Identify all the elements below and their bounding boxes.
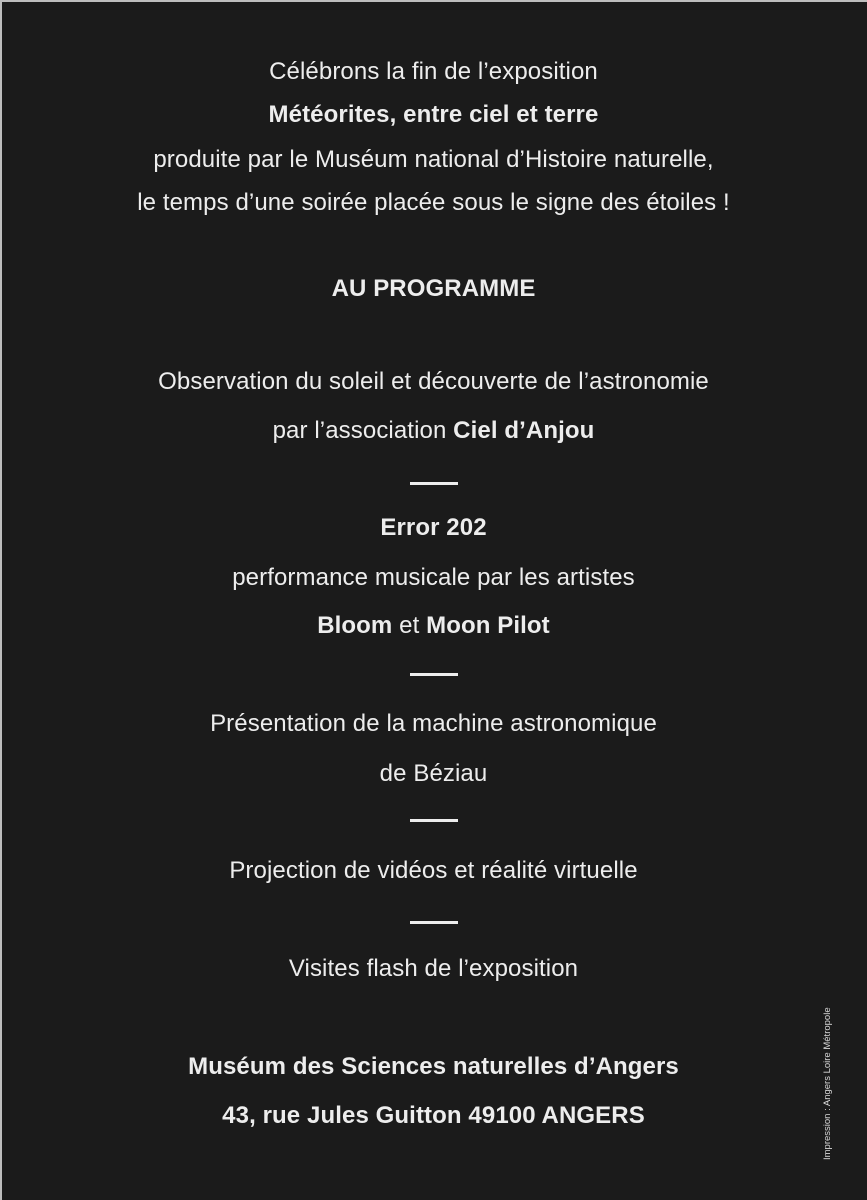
association-prefix: par l’association (272, 417, 454, 444)
program-item-association (0, 416, 867, 446)
artist-moon-pilot: Moon Pilot (426, 612, 550, 639)
program-item-observation: Observation du soleil et découverte de l’astronomie (158, 368, 709, 395)
intro-line: produite par le Muséum national d’Histoire naturelle, (153, 146, 714, 173)
divider (410, 921, 458, 924)
print-credit: Impression : Angers Loire Métropole (822, 1007, 833, 1160)
intro-line: Célébrons la fin de l’exposition (269, 58, 598, 85)
program-heading: AU PROGRAMME (331, 275, 536, 302)
divider (410, 819, 458, 822)
program-item-artists (0, 611, 867, 641)
divider (410, 673, 458, 676)
artists-joiner: et (392, 612, 427, 639)
intro-line: le temps d’une soirée placée sous le signe des étoiles ! (137, 189, 730, 216)
venue-address: 43, rue Jules Guitton 49100 ANGERS (222, 1102, 645, 1129)
program-item-performance: performance musicale par les artistes (232, 564, 635, 591)
exhibition-title: Météorites, entre ciel et terre (268, 101, 599, 128)
divider (410, 482, 458, 485)
program-item-visits: Visites flash de l’exposition (288, 955, 579, 982)
association-name: Ciel d’Anjou (453, 417, 595, 444)
venue-name: Muséum des Sciences naturelles d’Angers (188, 1053, 679, 1080)
artist-bloom: Bloom (317, 612, 393, 639)
program-item-machine-line2: de Béziau (379, 760, 488, 787)
program-item-projection: Projection de vidéos et réalité virtuelle (229, 857, 638, 884)
program-item-error-202-title: Error 202 (380, 514, 487, 541)
program-item-machine: Présentation de la machine astronomique (210, 710, 657, 737)
